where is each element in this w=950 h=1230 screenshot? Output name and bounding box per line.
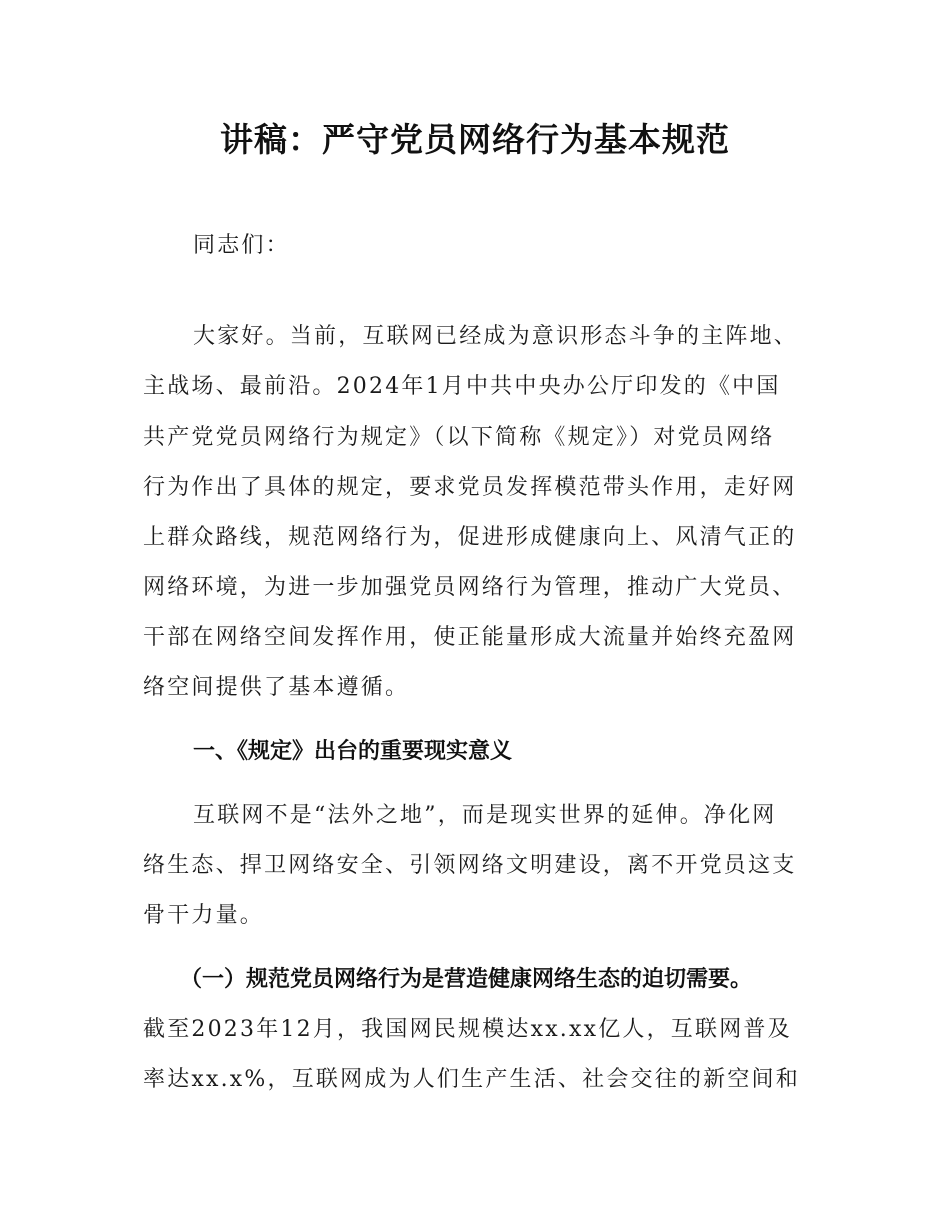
paragraph-line: 率达xx.x%，互联网成为人们生产生活、社会交往的新空间和 xyxy=(143,1067,800,1092)
paragraph-line: 共产党党员网络行为规定》（以下简称《规定》）对党员网络 xyxy=(143,425,775,450)
document-title: 讲稿：严守党员网络行为基本规范 xyxy=(220,120,730,159)
paragraph-line: 互联网不是“法外之地”，而是现实世界的延伸。净化网 xyxy=(193,803,777,828)
salutation: 同志们： xyxy=(193,233,290,258)
paragraph-line: 网络环境，为进一步加强党员网络行为管理，推动广大党员、 xyxy=(143,575,797,600)
paragraph-line: 络空间提供了基本遵循。 xyxy=(143,675,410,700)
subsection-heading: （一）规范党员网络行为是营造健康网络生态的迫切需要。 xyxy=(180,967,753,992)
section-heading: 一、《规定》出台的重要现实意义 xyxy=(193,739,513,764)
paragraph-line: 络生态、捍卫网络安全、引领网络文明建设，离不开党员这支 xyxy=(143,853,797,878)
paragraph-line: 骨干力量。 xyxy=(143,903,265,928)
paragraph-line: 大家好。当前，互联网已经成为意识形态斗争的主阵地、 xyxy=(193,324,799,349)
paragraph-line: 行为作出了具体的规定，要求党员发挥模范带头作用，走好网 xyxy=(143,475,797,500)
paragraph-line: 上群众路线，规范网络行为，促进形成健康向上、风清气正的 xyxy=(143,525,797,550)
paragraph-line: 截至2023年12月，我国网民规模达xx.xx亿人，互联网普及 xyxy=(143,1017,792,1042)
paragraph-line: 主战场、最前沿。2024年1月中共中央办公厅印发的《中国 xyxy=(143,374,781,399)
paragraph-line: 干部在网络空间发挥作用，使正能量形成大流量并始终充盈网 xyxy=(143,625,797,650)
